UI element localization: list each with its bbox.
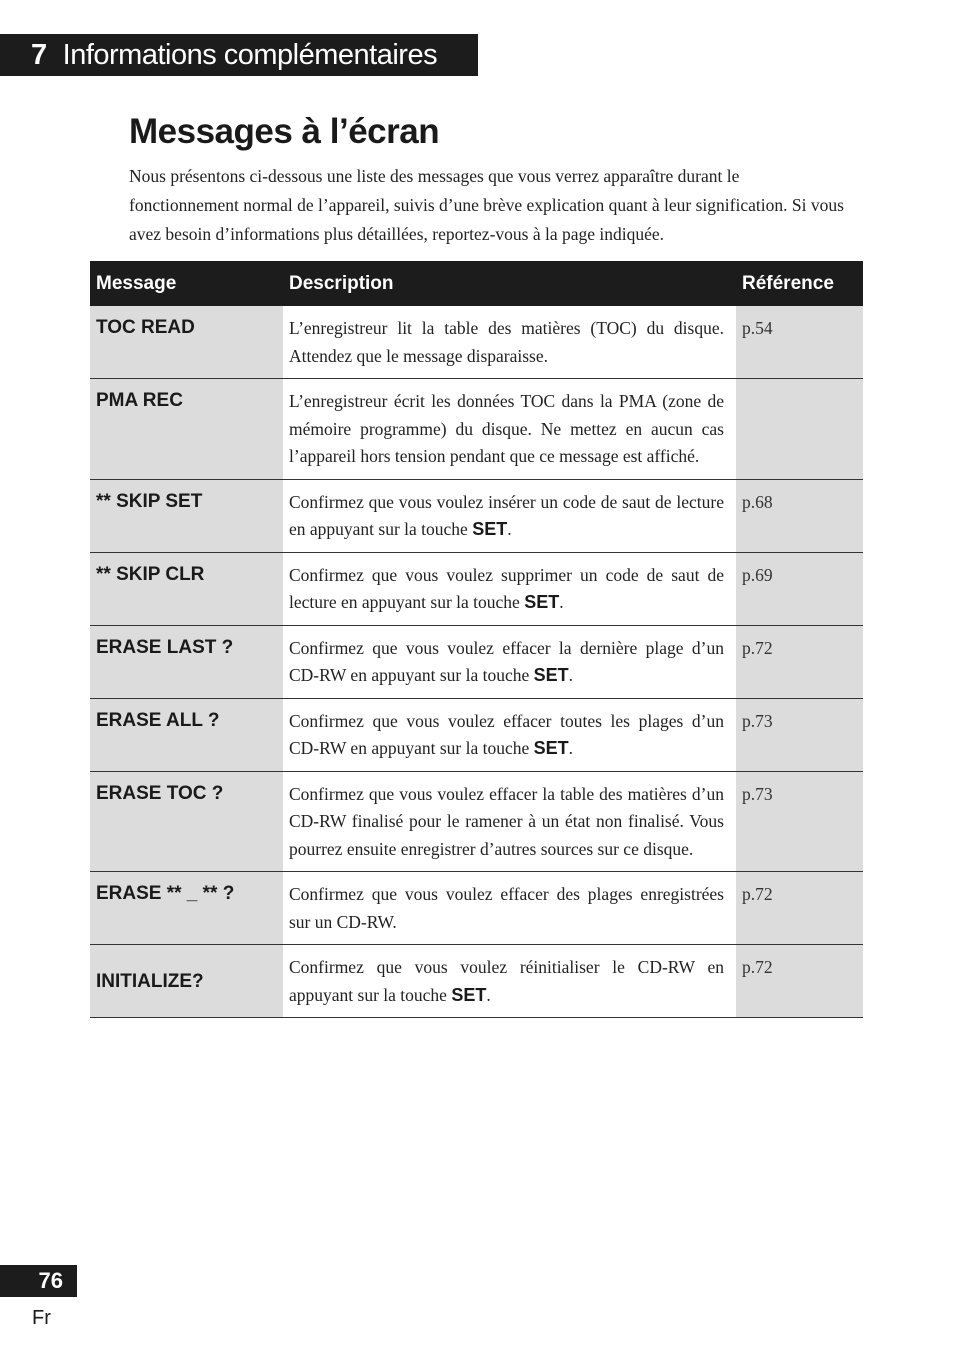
reference-cell: p.69 bbox=[736, 552, 863, 625]
message-cell: ** SKIP CLR bbox=[90, 552, 283, 625]
table-row bbox=[90, 872, 863, 945]
message-cell: ERASE ** _ ** ? bbox=[90, 872, 283, 945]
header-message: Message bbox=[90, 261, 283, 306]
message-cell: ** SKIP SET bbox=[90, 479, 283, 552]
message-cell: ERASE LAST ? bbox=[90, 625, 283, 698]
description-cell bbox=[283, 625, 736, 698]
table-row bbox=[90, 771, 863, 872]
set-key-label: SET bbox=[524, 592, 560, 612]
description-tail: . bbox=[486, 984, 491, 1005]
description-cell bbox=[283, 698, 736, 771]
description-tail: . bbox=[559, 592, 564, 612]
reference-cell: p.73 bbox=[736, 698, 863, 771]
reference-cell: p.68 bbox=[736, 479, 863, 552]
description-text: Confirmez que vous voulez effacer des plages enregistrées sur un CD-RW. bbox=[289, 884, 724, 932]
message-cell: ERASE TOC ? bbox=[90, 771, 283, 872]
reference-cell bbox=[736, 379, 863, 480]
description-cell bbox=[283, 479, 736, 552]
header-description: Description bbox=[283, 261, 736, 306]
chapter-header bbox=[0, 34, 478, 76]
table-row bbox=[90, 479, 863, 552]
table-row bbox=[90, 379, 863, 480]
reference-cell: p.54 bbox=[736, 306, 863, 379]
chapter-number: 7 bbox=[31, 38, 47, 71]
table-row bbox=[90, 945, 863, 1018]
chapter-title: Informations complémentaires bbox=[62, 38, 438, 71]
reference-cell: p.72 bbox=[736, 945, 863, 1018]
set-key-label: SET bbox=[533, 665, 569, 685]
header-reference: Référence bbox=[736, 261, 863, 306]
description-text: Confirmez que vous voulez effacer la table des matières d’un CD-RW finalisé pour le ramener à un état non finalisé. Vous pourrez ensuite enregistrer d’autres sources sur ce disque. bbox=[289, 783, 724, 859]
reference-cell: p.73 bbox=[736, 771, 863, 872]
message-cell: INITIALIZE? bbox=[90, 945, 283, 1018]
message-cell: PMA REC bbox=[90, 379, 283, 480]
table-row bbox=[90, 306, 863, 379]
intro-paragraph: Nous présentons ci-dessous une liste des messages que vous verrez apparaître durant le fonctionnement normal de l’appareil, suivis d’une brève explication quant à leur signification. Si vous avez besoin d’informations plus détaillées, reportez-vous à la page indiquée. bbox=[129, 166, 844, 244]
table-row bbox=[90, 698, 863, 771]
page-number: 76 bbox=[0, 1265, 77, 1297]
page-title: Messages à l’écran bbox=[129, 112, 440, 151]
table-row bbox=[90, 552, 863, 625]
table-header-row bbox=[90, 261, 863, 306]
reference-cell: p.72 bbox=[736, 872, 863, 945]
description-cell bbox=[283, 552, 736, 625]
messages-table bbox=[90, 261, 863, 1018]
set-key-label: SET bbox=[472, 519, 508, 539]
description-text: Confirmez que vous voulez insérer un code de saut de lecture en appuyant sur la touche bbox=[289, 491, 724, 539]
description-cell bbox=[283, 306, 736, 379]
set-key-label: SET bbox=[533, 738, 569, 758]
description-text: Confirmez que vous voulez effacer toutes les plages d’un CD-RW en appuyant sur la touche bbox=[289, 710, 724, 758]
set-key-label: SET bbox=[451, 984, 487, 1005]
description-text: L’enregistreur écrit les données TOC dans la PMA (zone de mémoire programme) du disque. Ne mettez en aucun cas l’appareil hors tension pendant que ce message est affiché. bbox=[289, 391, 724, 466]
description-text: Confirmez que vous voulez réinitialiser le CD-RW en appuyant sur la touche bbox=[289, 957, 724, 1005]
description-cell bbox=[283, 379, 736, 480]
table-row bbox=[90, 625, 863, 698]
description-tail: . bbox=[568, 665, 574, 685]
message-cell: TOC READ bbox=[90, 306, 283, 379]
description-tail: . bbox=[507, 519, 512, 539]
description-cell bbox=[283, 771, 736, 872]
description-text: Confirmez que vous voulez supprimer un code de saut de lecture en appuyant sur la touche bbox=[289, 564, 724, 612]
description-cell bbox=[283, 945, 736, 1018]
reference-cell: p.72 bbox=[736, 625, 863, 698]
message-cell: ERASE ALL ? bbox=[90, 698, 283, 771]
description-tail: . bbox=[568, 738, 574, 758]
language-code: Fr bbox=[32, 1307, 51, 1329]
description-text: L’enregistreur lit la table des matières (TOC) du disque. Attendez que le message disparaisse. bbox=[289, 318, 724, 366]
description-text: Confirmez que vous voulez effacer la dernière plage d’un CD-RW en appuyant sur la touche bbox=[289, 637, 724, 685]
description-cell bbox=[283, 872, 736, 945]
